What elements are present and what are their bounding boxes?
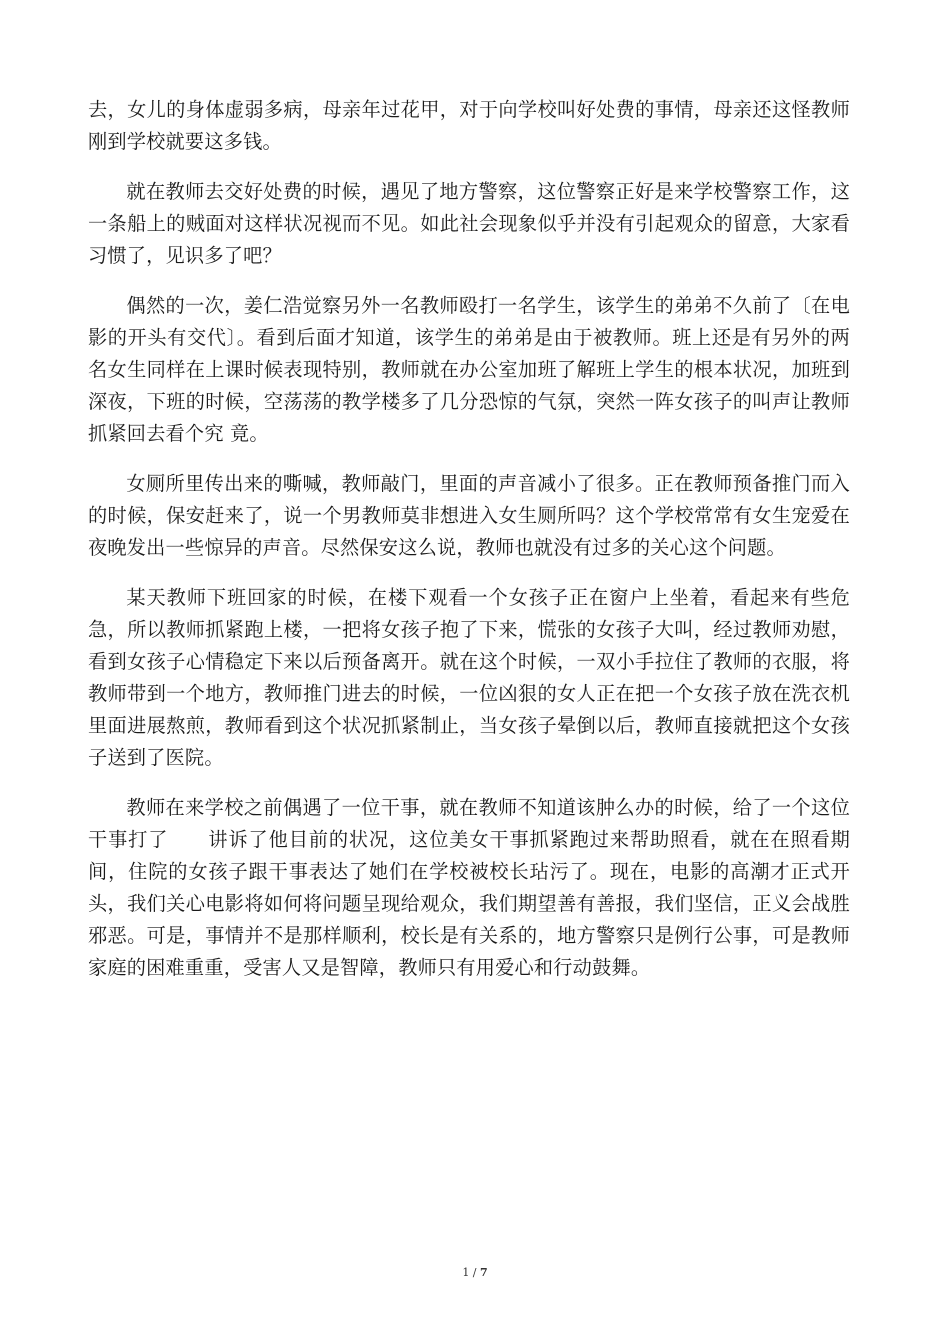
paragraph-4: 女厕所里传出来的嘶喊，教师敲门，里面的声音减小了很多。正在教师预备推门而入的时候，保安赶来了，说一个男教师莫非想进入女生厕所吗？这个学校常常有女生宠爱在夜晚发出一些惊异的声音。尽然保安这么说，教师也就没有过多的关心这个问题。 [88, 472, 850, 559]
page-current: 1 [462, 1266, 470, 1279]
paragraph-6: 教师在来学校之前偶遇了一位干事，就在教师不知道该肿么办的时候，给了一个这位干事打了 讲诉了他目前的状况，这位美女干事抓紧跑过来帮助照看，就在在照看期间，住院的女孩子跟干事表达了她们在学校被校长玷污了。现在，电影的高潮才正式开头，我们关心电影将如何将问题呈现给观众，我们期望善有善报，我们坚信，正义会战胜邪恶。可是，事情并不是那样顺利，校长是有关系的，地方警察只是例行公事，可是教师家庭的困难重重，受害人又是智障，教师只有用爱心和行动鼓舞。 [88, 796, 850, 979]
paragraph-3: 偶然的一次，姜仁浩觉察另外一名教师殴打一名学生，该学生的弟弟不久前了〔在电影的开头有交代〕。看到后面才知道，该学生的弟弟是由于被教师。班上还是有另外的两名女生同样在上课时候表现特别，教师就在办公室加班了解班上学生的根本状况，加班到深夜，下班的时候，空荡荡的教学楼多了几分恐惊的气氛，突然一阵女孩子的叫声让教师抓紧回去看个究 竟。 [88, 294, 850, 445]
body-text [88, 94, 850, 1002]
paragraph-5: 某天教师下班回家的时候，在楼下观看一个女孩子正在窗户上坐着，看起来有些危急，所以教师抓紧跑上楼，一把将女孩子抱了下来，慌张的女孩子大叫，经过教师劝慰，看到女孩子心情稳定下来以后预备离开。就在这个时候，一双小手拉住了教师的衣服，将教师带到一个地方，教师推门进去的时候，一位凶狠的女人正在把一个女孩子放在洗衣机里面进展熬煎，教师看到这个状况抓紧制止，当女孩子晕倒以后，教师直接就把这个女孩子送到了医院。 [88, 586, 850, 769]
paragraph-2: 就在教师去交好处费的时候，遇见了地方警察，这位警察正好是来学校警察工作，这一条船上的贼面对这样状况视而不见。如此社会现象似乎并没有引起观众的留意，大家看习惯了，见识多了吧？ [88, 180, 850, 267]
page-number [0, 1266, 950, 1280]
paragraph-1: 去，女儿的身体虚弱多病，母亲年过花甲，对于向学校叫好处费的事情，母亲还这怪教师刚到学校就要这多钱。 [88, 98, 850, 153]
page-total: 7 [480, 1266, 488, 1279]
page-separator: / [469, 1266, 481, 1279]
